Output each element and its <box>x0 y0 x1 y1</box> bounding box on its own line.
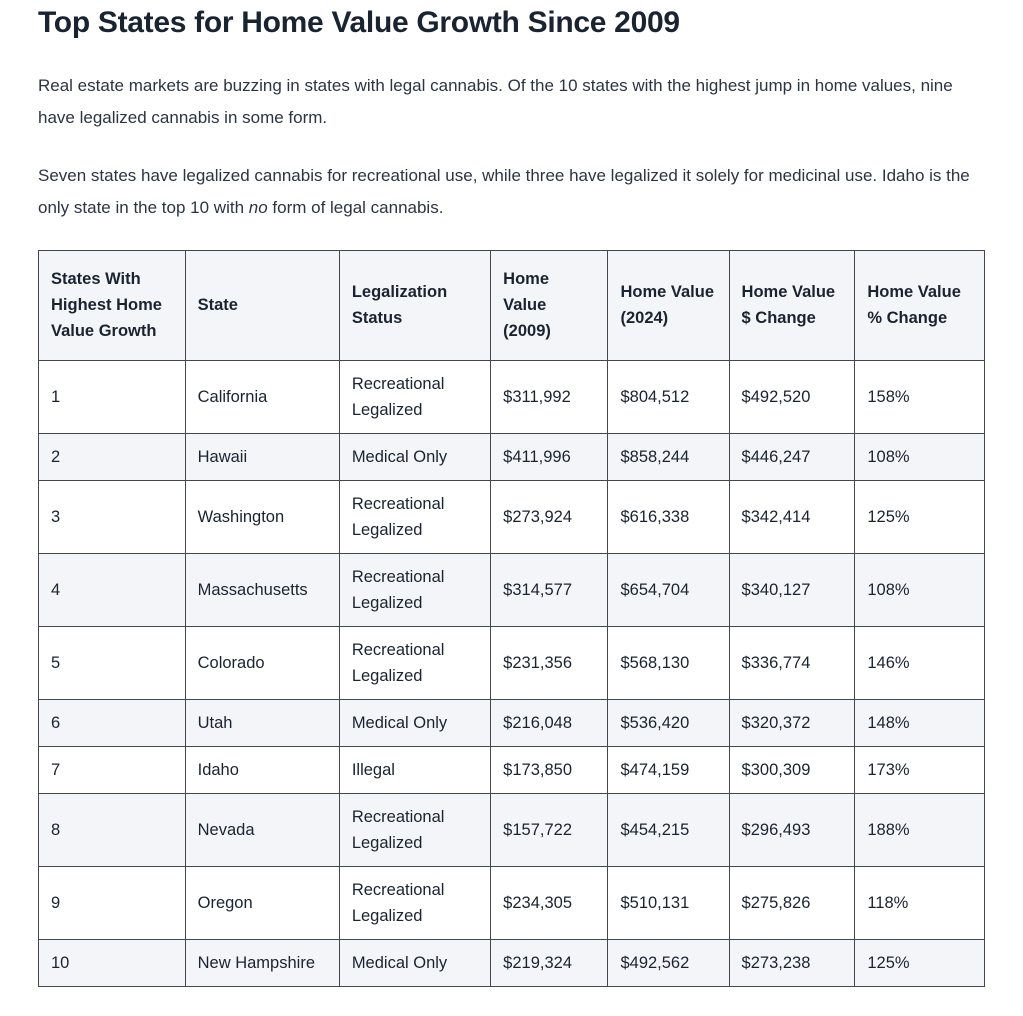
cell-change_dollar: $273,238 <box>729 939 855 986</box>
cell-value_2024: $616,338 <box>608 480 729 553</box>
cell-value_2009: $234,305 <box>491 866 608 939</box>
cell-status: Medical Only <box>339 699 490 746</box>
table-header-row <box>39 250 985 360</box>
cell-change_dollar: $340,127 <box>729 553 855 626</box>
cell-state: New Hampshire <box>185 939 339 986</box>
cell-value_2024: $510,131 <box>608 866 729 939</box>
table-row <box>39 553 985 626</box>
cell-value_2009: $219,324 <box>491 939 608 986</box>
cell-rank: 2 <box>39 433 186 480</box>
detail-paragraph-text-before: Seven states have legalized cannabis for recreational use, while three have legalized it solely for medicinal use. Idaho is the only state in the top 10 with <box>38 165 970 217</box>
table-row <box>39 480 985 553</box>
cell-rank: 9 <box>39 866 186 939</box>
table-row <box>39 793 985 866</box>
column-header-value_2009: Home Value (2009) <box>491 250 608 360</box>
table-row <box>39 746 985 793</box>
cell-rank: 10 <box>39 939 186 986</box>
cell-change_percent: 158% <box>855 360 985 433</box>
cell-change_dollar: $296,493 <box>729 793 855 866</box>
cell-rank: 3 <box>39 480 186 553</box>
cell-value_2024: $804,512 <box>608 360 729 433</box>
column-header-change_percent: Home Value % Change <box>855 250 985 360</box>
cell-status: Recreational Legalized <box>339 626 490 699</box>
cell-value_2024: $474,159 <box>608 746 729 793</box>
cell-change_percent: 108% <box>855 553 985 626</box>
cell-state: Massachusetts <box>185 553 339 626</box>
cell-change_percent: 148% <box>855 699 985 746</box>
detail-paragraph-italic-word: no <box>248 197 268 217</box>
cell-change_dollar: $300,309 <box>729 746 855 793</box>
cell-state: Washington <box>185 480 339 553</box>
column-header-status: Legalization Status <box>339 250 490 360</box>
column-header-change_dollar: Home Value $ Change <box>729 250 855 360</box>
table-row <box>39 866 985 939</box>
cell-state: Utah <box>185 699 339 746</box>
cell-change_dollar: $492,520 <box>729 360 855 433</box>
cell-value_2009: $314,577 <box>491 553 608 626</box>
cell-state: Oregon <box>185 866 339 939</box>
column-header-state: State <box>185 250 339 360</box>
cell-state: Colorado <box>185 626 339 699</box>
intro-paragraph <box>38 70 985 134</box>
cell-value_2009: $231,356 <box>491 626 608 699</box>
cell-state: California <box>185 360 339 433</box>
cell-value_2009: $216,048 <box>491 699 608 746</box>
cell-change_percent: 108% <box>855 433 985 480</box>
cell-change_percent: 125% <box>855 939 985 986</box>
cell-value_2024: $654,704 <box>608 553 729 626</box>
table-row <box>39 626 985 699</box>
detail-paragraph <box>38 160 985 224</box>
cell-change_percent: 188% <box>855 793 985 866</box>
table-body <box>39 360 985 986</box>
cell-change_percent: 146% <box>855 626 985 699</box>
cell-status: Recreational Legalized <box>339 553 490 626</box>
cell-change_dollar: $446,247 <box>729 433 855 480</box>
cell-value_2024: $492,562 <box>608 939 729 986</box>
cell-state: Nevada <box>185 793 339 866</box>
cell-change_percent: 118% <box>855 866 985 939</box>
cell-status: Medical Only <box>339 939 490 986</box>
cell-state: Hawaii <box>185 433 339 480</box>
cell-change_dollar: $336,774 <box>729 626 855 699</box>
cell-value_2024: $568,130 <box>608 626 729 699</box>
column-header-rank: States With Highest Home Value Growth <box>39 250 186 360</box>
cell-status: Recreational Legalized <box>339 360 490 433</box>
cell-value_2009: $273,924 <box>491 480 608 553</box>
table-row <box>39 699 985 746</box>
cell-value_2024: $858,244 <box>608 433 729 480</box>
cell-status: Recreational Legalized <box>339 866 490 939</box>
column-header-value_2024: Home Value (2024) <box>608 250 729 360</box>
table-row <box>39 939 985 986</box>
cell-status: Medical Only <box>339 433 490 480</box>
cell-change_dollar: $275,826 <box>729 866 855 939</box>
cell-rank: 4 <box>39 553 186 626</box>
home-value-table <box>38 250 985 987</box>
cell-change_dollar: $320,372 <box>729 699 855 746</box>
cell-value_2024: $536,420 <box>608 699 729 746</box>
cell-change_dollar: $342,414 <box>729 480 855 553</box>
cell-rank: 5 <box>39 626 186 699</box>
cell-rank: 1 <box>39 360 186 433</box>
cell-status: Recreational Legalized <box>339 793 490 866</box>
cell-change_percent: 173% <box>855 746 985 793</box>
detail-paragraph-text-after: form of legal cannabis. <box>267 197 444 217</box>
cell-value_2009: $157,722 <box>491 793 608 866</box>
intro-paragraph-text: Real estate markets are buzzing in states with legal cannabis. Of the 10 states with the highest jump in home values, nine have legalized cannabis in some form. <box>38 75 953 127</box>
table-head <box>39 250 985 360</box>
cell-status: Illegal <box>339 746 490 793</box>
cell-rank: 8 <box>39 793 186 866</box>
table-row <box>39 433 985 480</box>
cell-rank: 7 <box>39 746 186 793</box>
cell-rank: 6 <box>39 699 186 746</box>
cell-value_2009: $173,850 <box>491 746 608 793</box>
cell-value_2009: $311,992 <box>491 360 608 433</box>
cell-change_percent: 125% <box>855 480 985 553</box>
cell-status: Recreational Legalized <box>339 480 490 553</box>
page-title: Top States for Home Value Growth Since 2009 <box>38 6 680 39</box>
cell-value_2024: $454,215 <box>608 793 729 866</box>
cell-value_2009: $411,996 <box>491 433 608 480</box>
table-row <box>39 360 985 433</box>
cell-state: Idaho <box>185 746 339 793</box>
